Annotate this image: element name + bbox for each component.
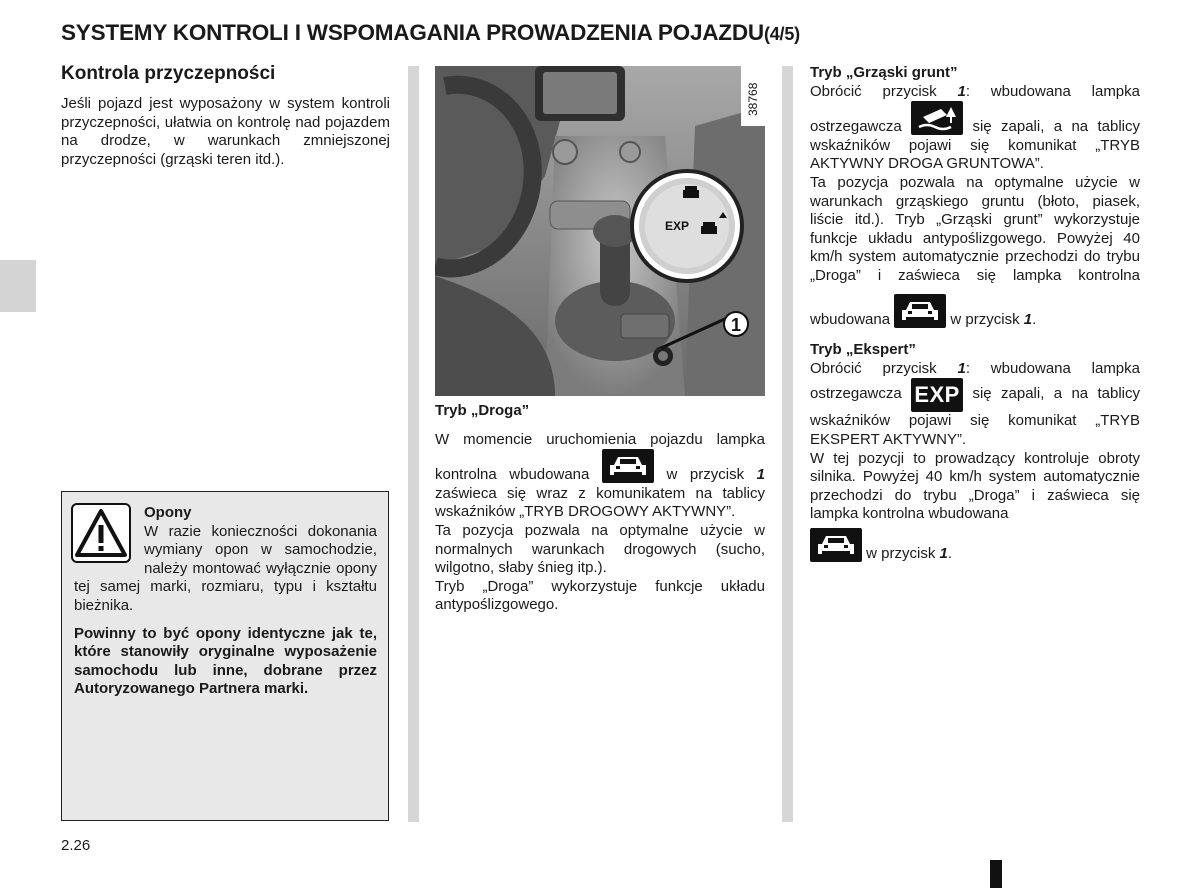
section-heading-traction: Kontrola przyczepności [61, 63, 276, 84]
mode-expert-p1b: : wbudowana lampka ostrzegawcza [810, 359, 1140, 403]
column-divider-1 [408, 66, 419, 822]
column-divider-2 [782, 66, 793, 822]
page-title-suffix: (4/5) [763, 24, 800, 44]
mode-expert-p2: W tej pozycji to prowadzący kontroluje obroty silnika. Powyżej 40 km/h system automatycznie przechodzi do trybu „Droga” i zaświeca się lampka kontrolna wbudowana [810, 449, 1140, 523]
mode-expert-p1a: Obrócić przycisk [810, 359, 937, 377]
mode-mud-p2-ref: 1 [1023, 310, 1033, 328]
exp-icon: EXP [911, 378, 963, 412]
warning-box [61, 491, 389, 821]
mode-road-p1a: W momencie uruchomienia pojazdu lampka kontrolna wbudowana [435, 430, 765, 484]
warning-title: Opony [144, 504, 192, 521]
mode-expert-p2-ref: 1 [939, 544, 948, 562]
mode-mud-heading: Tryb „Grząski grunt” [810, 64, 958, 81]
mode-road-section [435, 402, 765, 615]
car-road-icon [602, 449, 654, 483]
mode-expert-p1c: się zapali, a na tablicy wskaźników pojawi się komunikat „TRYB EKSPERT AKTYWNY”. [810, 385, 1141, 448]
warning-text [74, 504, 377, 699]
mode-mud-p2b: w przycisk [950, 310, 1020, 328]
knob-label: EXP [664, 219, 690, 233]
mode-expert-p2-end: . [947, 544, 953, 562]
car-mud-icon [911, 101, 963, 135]
mode-road-p1-ref: 1 [756, 466, 765, 484]
car-road-icon-2 [894, 294, 946, 328]
mode-mud-p1-ref: 1 [957, 82, 966, 100]
mode-mud-p2-end: . [1032, 310, 1037, 328]
dashboard-illustration [435, 66, 765, 396]
figure-ref-number: 38768 [746, 82, 760, 116]
mode-road-heading: Tryb „Droga” [435, 402, 530, 419]
warning-body: W razie konieczności dokonania wymiany opon w samochodzie, należy montować wyłącznie opony tej samej marki, rozmiaru, typu i kształtu bieżnika. [74, 522, 377, 614]
chapter-tab [0, 260, 36, 312]
mode-road-p2: Ta pozycja pozwala na optymalne użycie w normalnych warunkach drogowych (sucho, wilgotno, słaby śnieg itp.). [435, 521, 765, 577]
warning-icon-spacer [74, 504, 144, 566]
callout-1: 1 [730, 315, 742, 335]
traction-body: Jeśli pojazd jest wyposażony w system kontroli przyczepności, ułatwia on kontrolę nad pojazdem na drodze, w warunkach zmniejszonej przyczepności (grząski teren itd.). [61, 95, 390, 168]
mode-mud-p1c: się zapali, a na tablicy wskaźników pojawi się komunikat „TRYB AKTYWNY DROGA GRUNTOWA”. [810, 118, 1141, 173]
mode-expert-p2b: w przycisk [866, 544, 936, 562]
edge-marker [990, 860, 1002, 888]
dashboard-photo [435, 66, 765, 396]
mode-expert-heading: Tryb „Ekspert” [810, 341, 916, 359]
mode-mud-p1b: : wbudowana lampka ostrzegawcza [810, 82, 1140, 136]
mode-road-p3: Tryb „Droga” wykorzystuje funkcje układu antypoślizgowego. [435, 577, 765, 614]
mode-road-p1b: w przycisk [666, 466, 745, 484]
mode-mud-p1a: Obrócić przycisk [810, 82, 937, 100]
mode-expert-p1-ref: 1 [957, 359, 966, 377]
modes-column [810, 64, 1140, 563]
page-title [61, 20, 800, 46]
mode-road-p1c: zaświeca się wraz z komunikatem na tablicy wskaźników „TRYB DROGOWY AKTYWNY”. [435, 484, 765, 521]
page-title-text: SYSTEMY KONTROLI I WSPOMAGANIA PROWADZENIA POJAZDU [61, 20, 764, 45]
warning-bold-body: Powinny to być opony identyczne jak te, które stanowiły oryginalne wyposażenie samochodu lub inne, dobrane przez Autoryzowanego Partnera marki. [74, 624, 377, 698]
car-road-icon-3 [810, 528, 862, 562]
page-number: 2.26 [61, 837, 91, 854]
mode-mud-p2: Ta pozycja pozwala na optymalne użycie w warunkach grząskiego gruntu (błoto, piasek, liście itd.). Tryb „Grząski grunt” wykorzystuje funkcje układu antypoślizgowego. Powyżej 40 km/h system automatycznie przechodzi do trybu „Droga” i zaświeca się lampka kontrolna wbudowana [810, 173, 1140, 328]
